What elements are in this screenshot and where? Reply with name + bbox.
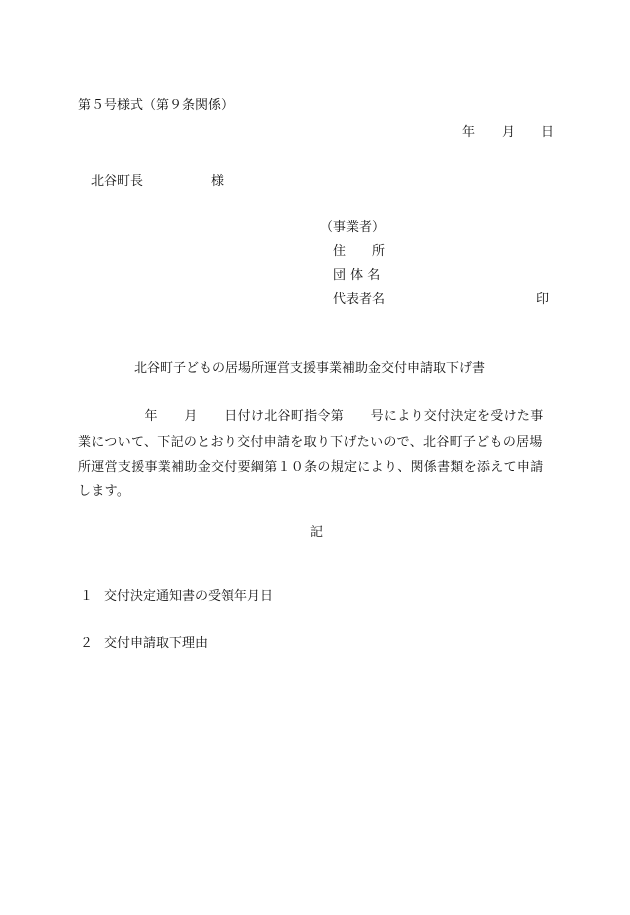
item-label: 交付申請取下理由 (104, 636, 209, 651)
body-line: 年 月 日付け北谷町指令第 号により交付決定を受けた事 (78, 409, 544, 424)
ki-heading: 記 (310, 525, 324, 540)
item-number: １ (80, 589, 94, 604)
representative-label: 代表者名 (333, 292, 386, 307)
item-number: ２ (80, 636, 94, 651)
seal-mark: 印 (536, 292, 550, 307)
form-number: 第５号様式（第９条関係） (78, 98, 235, 113)
addressee-honorific: 様 (211, 174, 225, 189)
date-day-label: 日 (541, 125, 555, 140)
body-line: 所運営支援事業補助金交付要綱第１０条の規定により、関係書類を添えて申請 (78, 460, 544, 475)
body-line: します。 (78, 484, 131, 499)
date-year-label: 年 (462, 125, 476, 140)
org-name-label: 団 体 名 (333, 268, 381, 283)
address-label: 住 所 (333, 244, 386, 259)
date-month-label: 月 (502, 125, 516, 140)
applicant-heading: （事業者） (320, 220, 386, 235)
document-title: 北谷町子どもの居場所運営支援事業補助金交付申請取下げ書 (134, 361, 486, 376)
item-label: 交付決定通知書の受領年月日 (104, 589, 274, 604)
addressee-name: 北谷町長 (91, 174, 144, 189)
body-line: 業について、下記のとおり交付申請を取り下げたいので、北谷町子どもの居場 (78, 435, 543, 450)
